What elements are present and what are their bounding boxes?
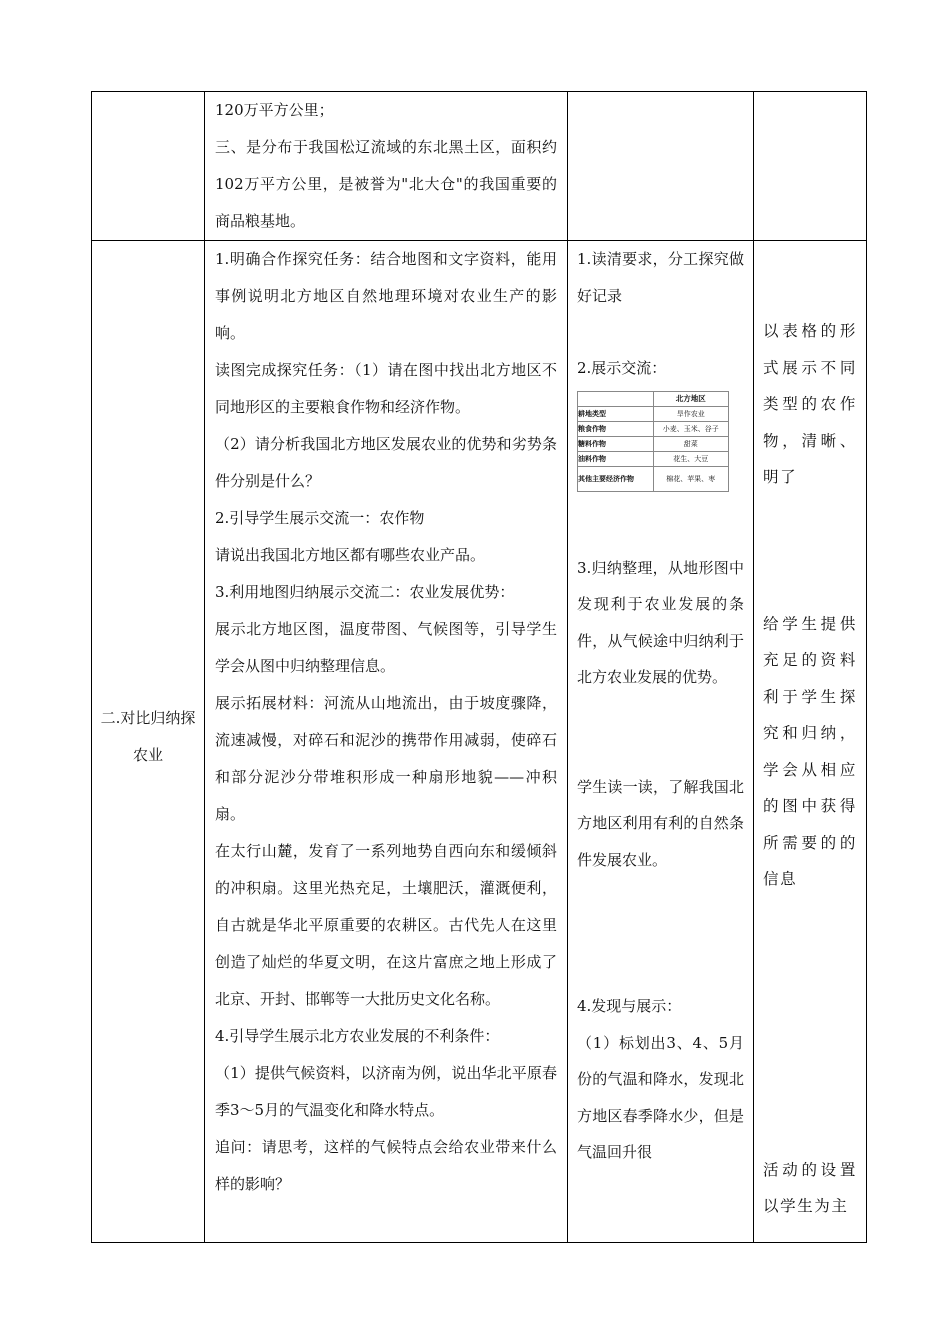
paragraph: 2.引导学生展示交流一：农作物	[215, 509, 425, 527]
table-row	[578, 436, 729, 451]
paragraph: 给学生提供充足的资料利于学生探究和归纳，学会从相应的图中获得所需要的的信息	[763, 614, 857, 888]
table-row	[578, 391, 729, 406]
row-label: 耕地类型	[578, 406, 654, 421]
row-label: 其他主要经济作物	[578, 466, 654, 491]
paragraph: 三、是分布于我国松辽流域的东北黑土区，面积约102万平方公里，是被誉为"北大仓"的我国重要的商品粮基地。	[215, 138, 557, 230]
teacher-activity-cell	[205, 92, 568, 241]
table-header: 北方地区	[653, 391, 729, 406]
paragraph: 1.读清要求，分工探究做好记录	[577, 250, 744, 305]
design-intent-cell	[754, 241, 867, 1243]
design-intent-cell-empty	[754, 92, 867, 241]
stage-cell	[92, 241, 205, 1243]
table-corner	[578, 391, 654, 406]
paragraph: 3.利用地图归纳展示交流二：农业发展优势：	[215, 583, 515, 601]
paragraph: 在太行山麓，发育了一系列地势自西向东和缓倾斜的冲积扇。这里光热充足，土壤肥沃，灌溉便利，自古就是华北平原重要的农耕区。古代先人在这里创造了灿烂的华夏文明，在这片富庶之地上形成了北京、开封、邯郸等一大批历史文化名称。	[215, 842, 557, 1008]
table-row	[578, 451, 729, 466]
paragraph: 活动的设置以学生为主	[763, 1160, 857, 1215]
paragraph: 120万平方公里；	[215, 101, 334, 119]
teacher-activity-cell	[205, 241, 568, 1243]
row-label: 粮食作物	[578, 421, 654, 436]
paragraph: 4.引导学生展示北方农业发展的不利条件：	[215, 1027, 500, 1045]
crop-summary-table	[577, 391, 729, 492]
paragraph: 追问：请思考，这样的气候特点会给农业带来什么样的影响？	[215, 1138, 557, 1193]
row-label: 油料作物	[578, 451, 654, 466]
row-value: 花生、大豆	[653, 451, 729, 466]
student-activity-cell-empty	[568, 92, 754, 241]
stage-label: 二.对比归纳探农业	[100, 708, 196, 764]
row-value: 旱作农业	[653, 406, 729, 421]
stage-cell-empty	[92, 92, 205, 241]
paragraph: 4.发现与展示：	[577, 997, 682, 1015]
student-activity-cell	[568, 241, 754, 1243]
paragraph: 展示北方地区图，温度带图、气候图等，引导学生学会从图中归纳整理信息。	[215, 620, 557, 675]
paragraph: 2.展示交流：	[577, 359, 667, 377]
paragraph: 3.归纳整理，从地形图中发现利于农业发展的条件，从气候途中归纳利于北方农业发展的优势。	[577, 558, 744, 686]
paragraph: 以表格的形式展示不同类型的农作物，清晰、明了	[763, 322, 857, 486]
lesson-plan-table	[91, 91, 867, 1243]
row-value: 棉花、苹果、枣	[653, 466, 729, 491]
table-row	[92, 241, 867, 1243]
table-row	[578, 466, 729, 491]
row-label: 糖料作物	[578, 436, 654, 451]
table-row	[578, 406, 729, 421]
paragraph: 读图完成探究任务：（1）请在图中找出北方地区不同地形区的主要粮食作物和经济作物。	[215, 361, 557, 416]
row-value: 甜菜	[653, 436, 729, 451]
paragraph: 学生读一读，了解我国北方地区利用有利的自然条件发展农业。	[577, 777, 744, 869]
paragraph: 展示拓展材料：河流从山地流出，由于坡度骤降，流速减慢，对碎石和泥沙的携带作用减弱，使碎石和部分泥沙分带堆积形成一种扇形地貌——冲积扇。	[215, 694, 557, 823]
paragraph: 请说出我国北方地区都有哪些农业产品。	[215, 546, 486, 564]
table-row	[578, 421, 729, 436]
paragraph: （1）提供气候资料，以济南为例，说出华北平原春季3～5月的气温变化和降水特点。	[215, 1064, 557, 1119]
table-row	[92, 92, 867, 241]
row-value: 小麦、玉米、谷子	[653, 421, 729, 436]
paragraph: （1）标划出3、4、5月份的气温和降水，发现北方地区春季降水少，但是气温回升很	[577, 1033, 744, 1161]
paragraph: （2）请分析我国北方地区发展农业的优势和劣势条件分别是什么？	[215, 435, 557, 490]
paragraph: 1.明确合作探究任务：结合地图和文字资料，能用事例说明北方地区自然地理环境对农业生产的影响。	[215, 250, 557, 342]
